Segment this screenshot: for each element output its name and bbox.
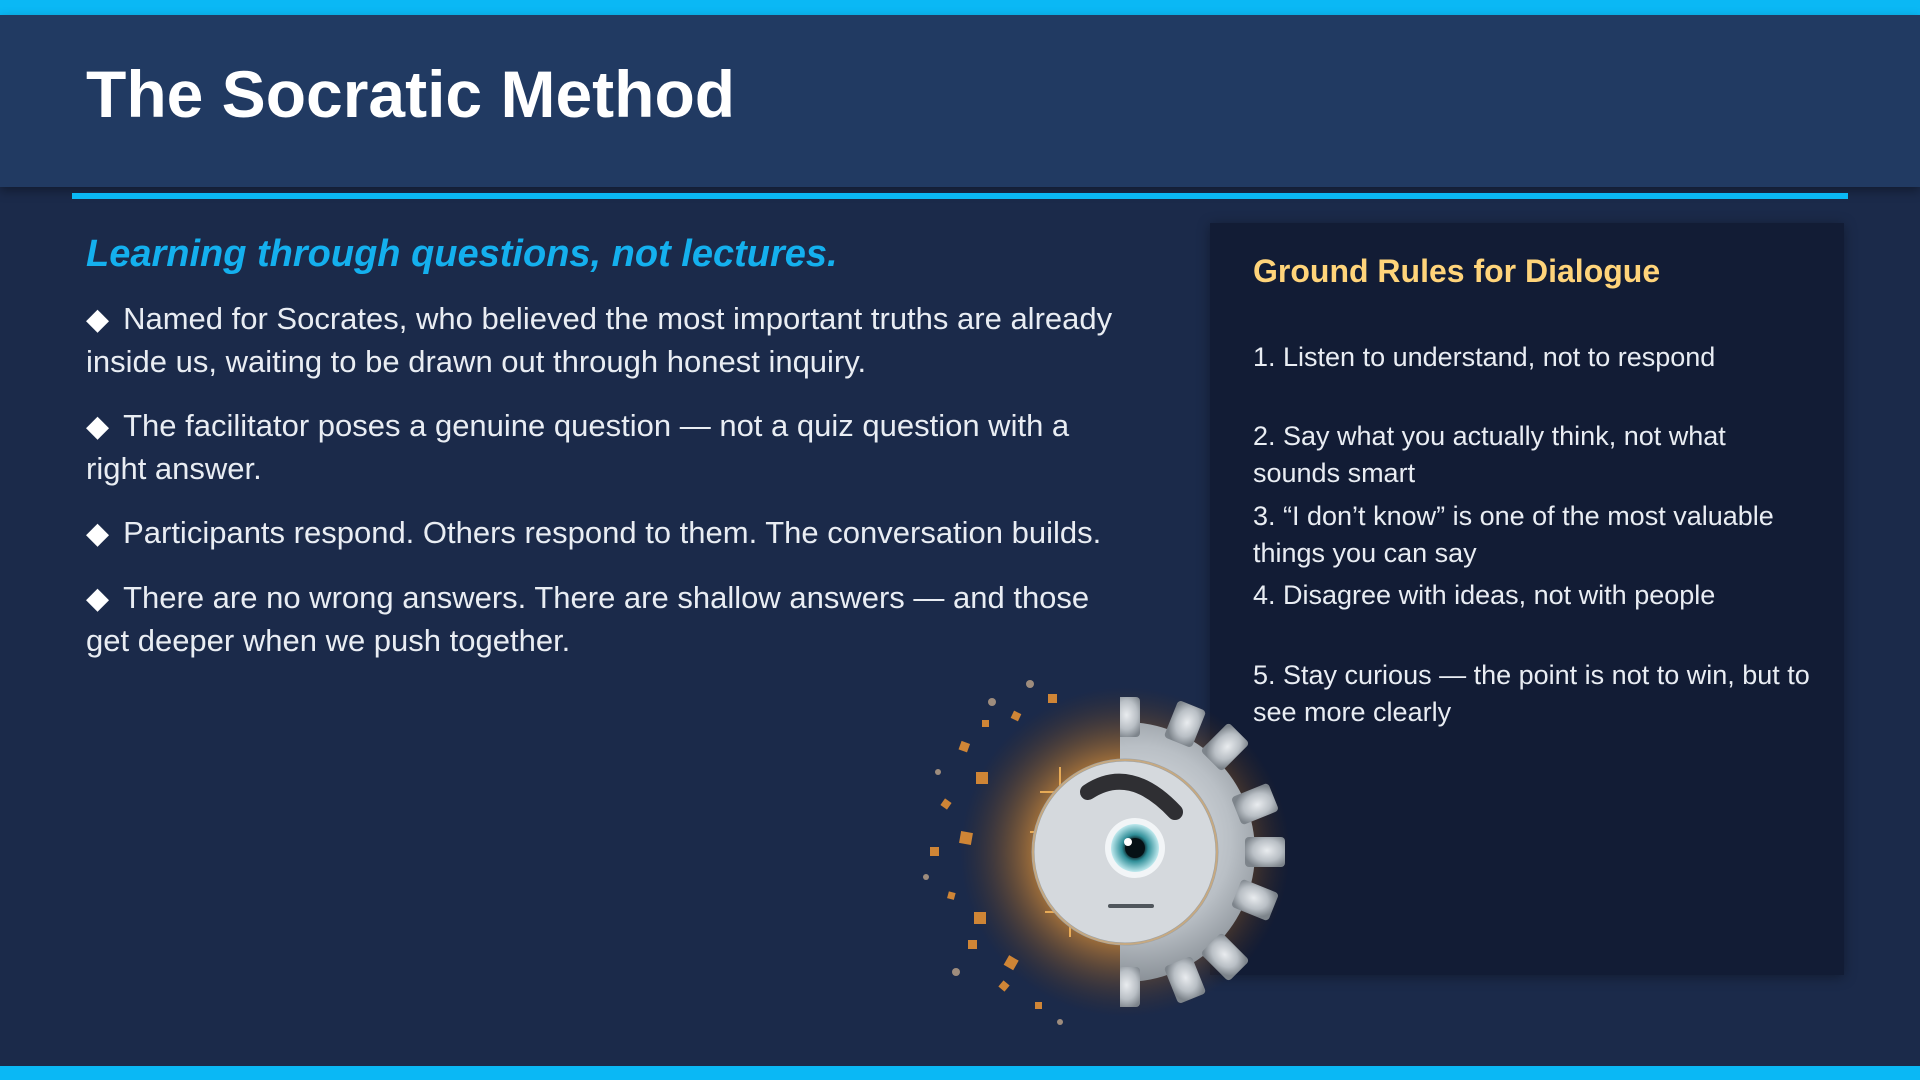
title-underline (72, 193, 1848, 199)
panel-title: Ground Rules for Dialogue (1253, 253, 1661, 289)
rule-item: 5. Stay curious — the point is not to win, but to see more clearly (1253, 660, 1810, 727)
bottom-accent-bar (0, 1066, 1920, 1080)
gear-eye-circuit-icon (920, 672, 1310, 1032)
rule-item: 3. “I don’t know” is one of the most valuable things you can say (1253, 501, 1774, 568)
top-accent-bar (0, 0, 1920, 15)
diamond-bullet-icon: ◆ (86, 409, 110, 443)
bullet-item (86, 405, 1136, 490)
slide-title: The Socratic Method (86, 57, 736, 131)
bullet-item (86, 577, 1136, 662)
bullet-text: The facilitator poses a genuine question — not a quiz question with a right answer. (86, 407, 1070, 486)
bullet-text: Named for Socrates, who believed the most important truths are already inside us, waiting to be drawn out through honest inquiry. (86, 300, 1113, 379)
rule-item: 2. Say what you actually think, not what sounds smart (1253, 421, 1726, 488)
diamond-bullet-icon: ◆ (86, 516, 110, 550)
bullet-text: Participants respond. Others respond to them. The conversation builds. (123, 514, 1102, 550)
slide-subtitle: Learning through questions, not lectures. (86, 233, 838, 275)
diamond-bullet-icon: ◆ (86, 302, 110, 336)
slide-header (0, 15, 1920, 187)
rule-item: 1. Listen to understand, not to respond (1253, 342, 1716, 372)
rule-item: 4. Disagree with ideas, not with people (1253, 580, 1716, 610)
main-content (86, 232, 1136, 684)
diamond-bullet-icon: ◆ (86, 581, 110, 615)
bullet-item (86, 512, 1136, 555)
bullet-item (86, 298, 1136, 383)
bullet-text: There are no wrong answers. There are shallow answers — and those get deeper when we push together. (86, 579, 1090, 658)
